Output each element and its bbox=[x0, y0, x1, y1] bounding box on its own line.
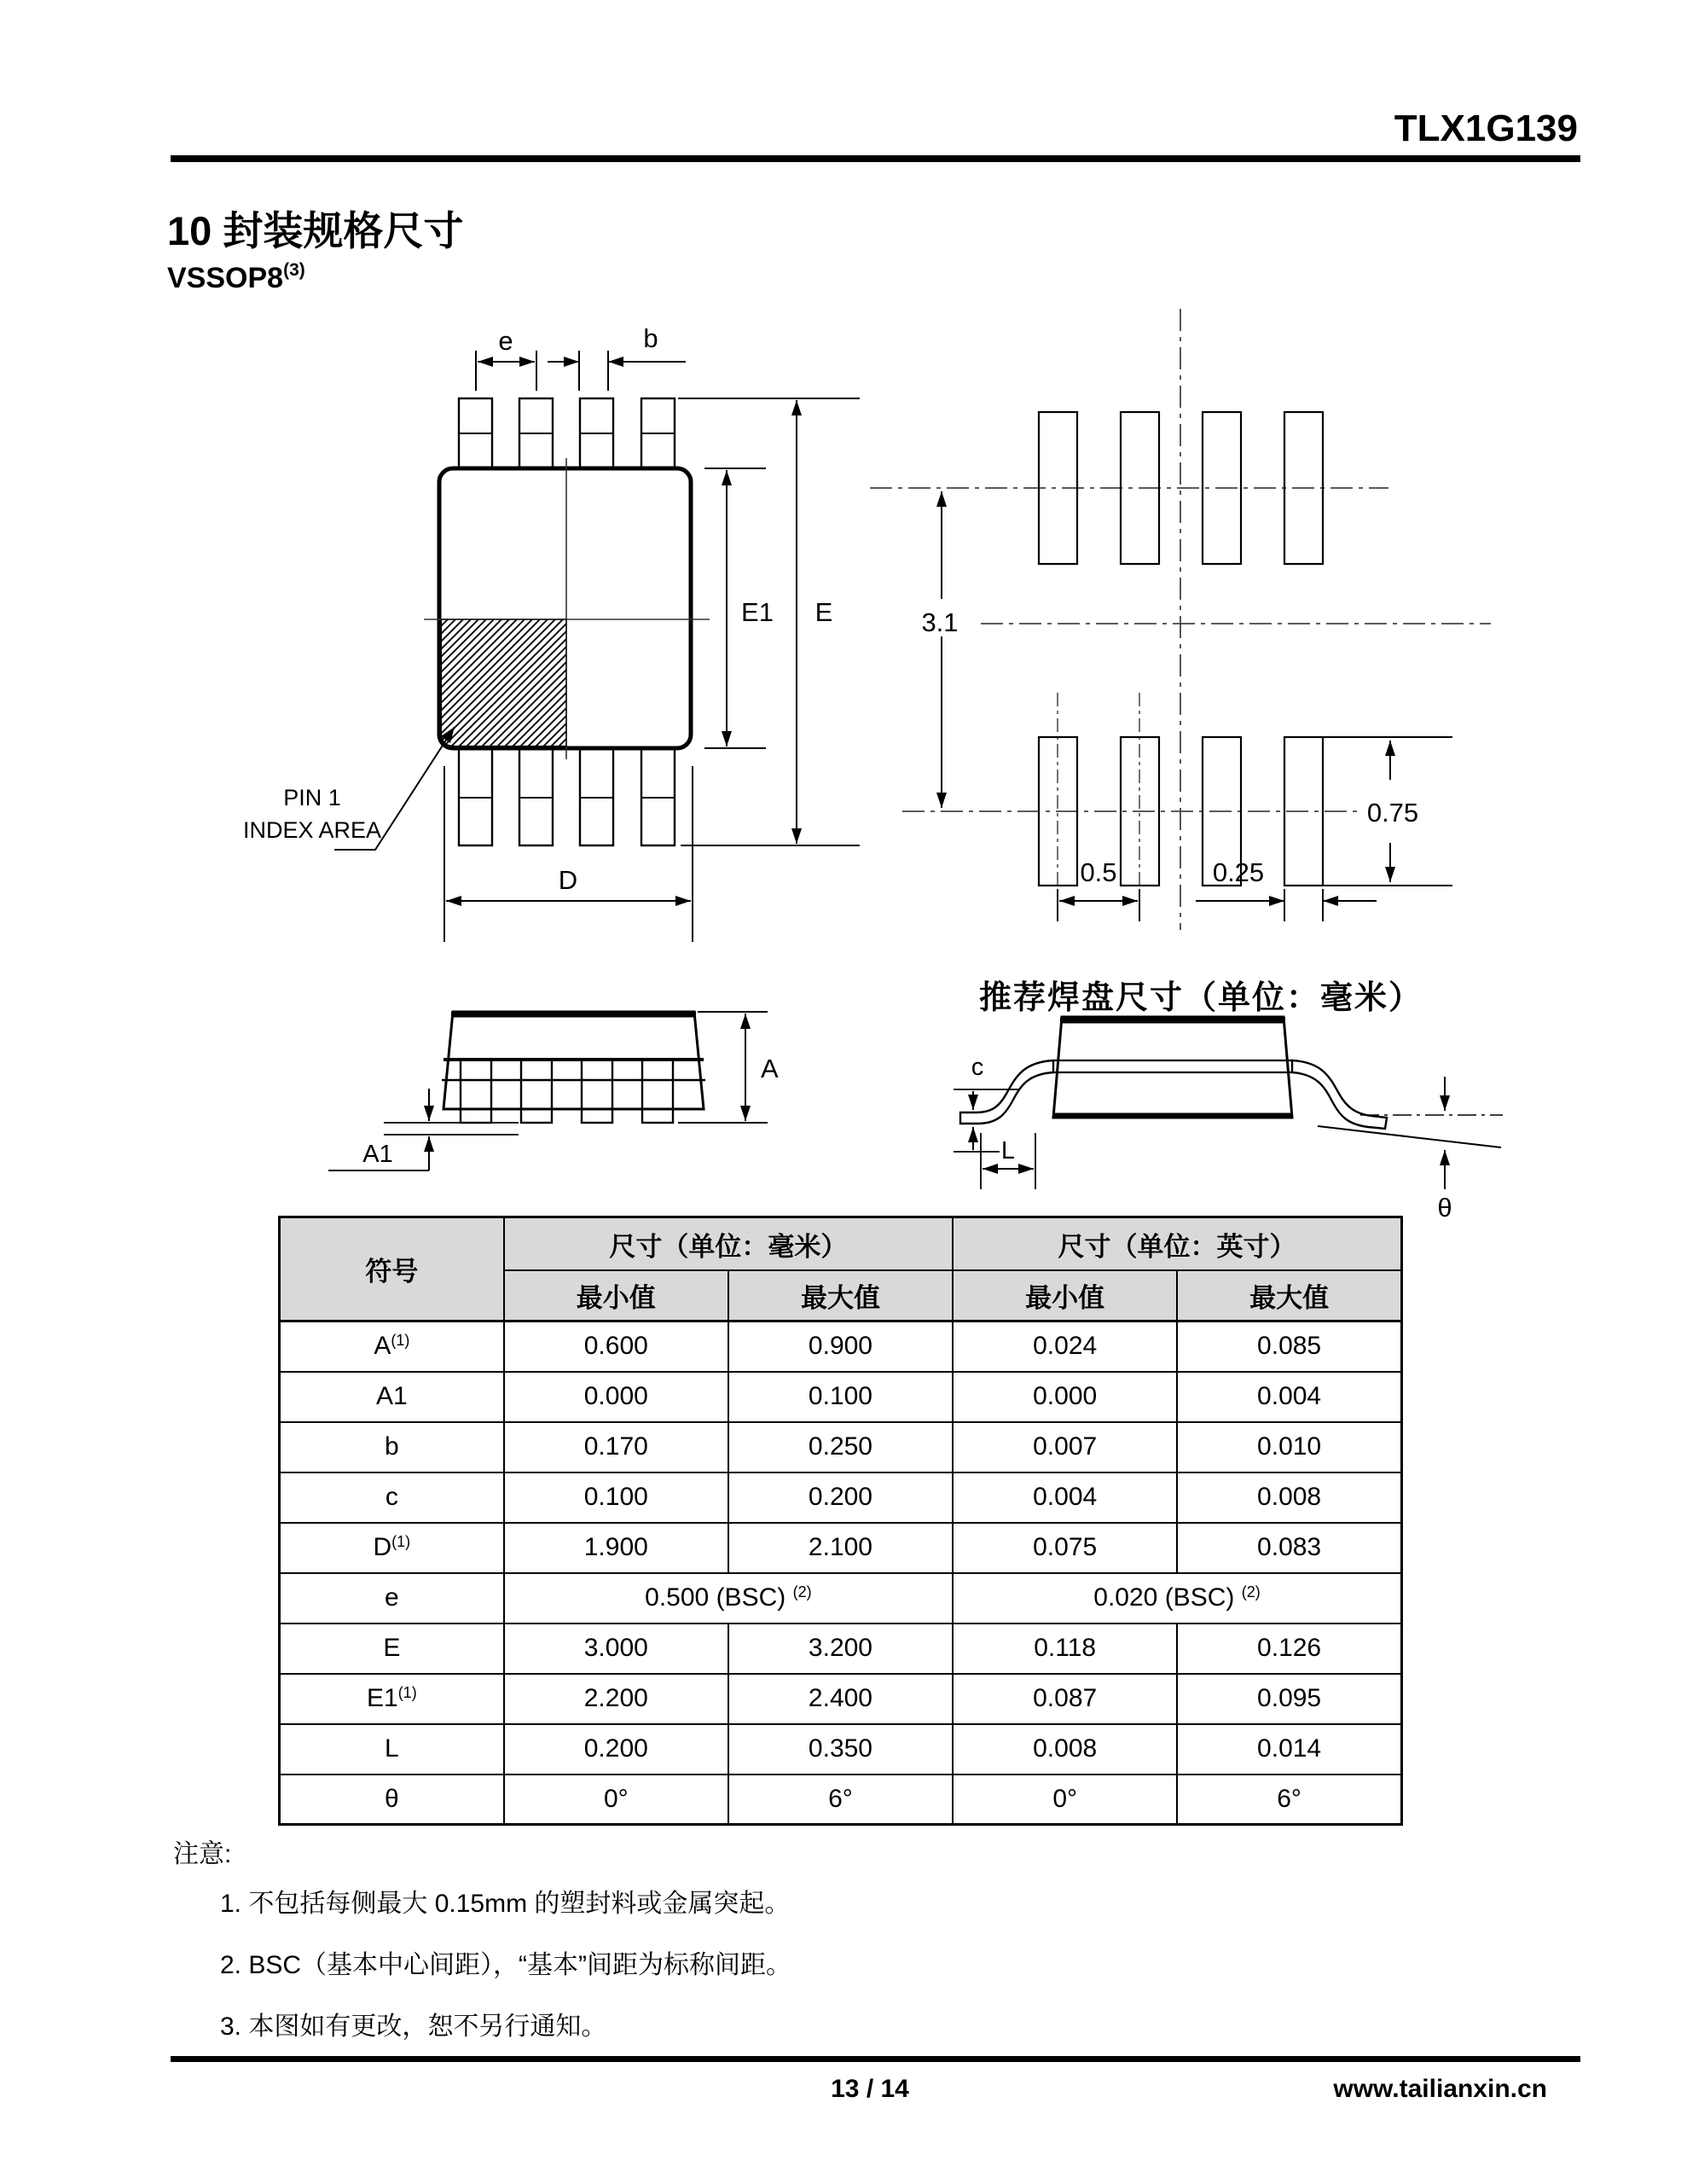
value-cell: 0.200 bbox=[504, 1724, 728, 1774]
package-side-views-drawing bbox=[307, 998, 1527, 1228]
symbol-cell: c bbox=[385, 1483, 398, 1511]
dim-pad-height-label: 0.75 bbox=[1366, 798, 1419, 828]
symbol-cell: b bbox=[385, 1432, 399, 1461]
value-cell: 0.900 bbox=[728, 1321, 953, 1372]
value-cell: 0.085 bbox=[1177, 1321, 1401, 1372]
package-name: VSSOP8 bbox=[167, 262, 284, 294]
value-cell: 0.075 bbox=[953, 1523, 1177, 1573]
symbol-cell: L bbox=[385, 1734, 399, 1763]
value-cell: 0.170 bbox=[504, 1422, 728, 1472]
dim-pad-pitch bbox=[1058, 889, 1139, 921]
value-cell: 0.004 bbox=[1177, 1372, 1401, 1422]
dim-theta bbox=[1318, 1077, 1503, 1189]
value-cell: 0.200 bbox=[728, 1472, 953, 1523]
notes-title: 注意: bbox=[173, 1840, 232, 1868]
value-cell: 0° bbox=[504, 1774, 728, 1825]
value-cell-span: 0.500 (BSC) bbox=[645, 1583, 786, 1612]
package-top-view-drawing bbox=[239, 324, 870, 956]
dim-e bbox=[476, 351, 536, 391]
value-cell: 0.600 bbox=[504, 1321, 728, 1372]
symbol-cell: A bbox=[374, 1332, 391, 1361]
symbol-sup: (1) bbox=[391, 1332, 410, 1350]
col-header-mm: 尺寸（单位：毫米） bbox=[504, 1217, 953, 1271]
pin1-label-line2: INDEX AREA bbox=[242, 817, 382, 843]
table-row bbox=[280, 1724, 1402, 1774]
dim-b bbox=[548, 351, 686, 391]
note-item: 2. BSC（基本中心间距），“基本”间距为标称间距。 bbox=[220, 1951, 792, 1979]
symbol-cell: D bbox=[373, 1533, 392, 1561]
symbol-sup: (1) bbox=[391, 1533, 411, 1550]
side-view-body bbox=[1053, 1017, 1292, 1118]
symbol-cell: θ bbox=[385, 1784, 399, 1813]
value-cell: 0.250 bbox=[728, 1422, 953, 1472]
value-cell: 0.000 bbox=[953, 1372, 1177, 1422]
part-number: TLX1G139 bbox=[1394, 107, 1578, 149]
side-view bbox=[954, 1017, 1503, 1189]
land-pattern-caption: 推荐焊盘尺寸（单位：毫米） bbox=[978, 980, 1423, 1016]
value-cell: 0.126 bbox=[1177, 1623, 1401, 1674]
value-cell: 0.100 bbox=[504, 1472, 728, 1523]
dim-E1-label: E1 bbox=[741, 597, 774, 627]
dim-row-pitch-label: 3.1 bbox=[921, 607, 959, 637]
symbol-cell: E bbox=[383, 1634, 401, 1662]
value-cell: 0.014 bbox=[1177, 1724, 1401, 1774]
dim-c-label: c bbox=[971, 1054, 984, 1081]
value-cell: 0.007 bbox=[953, 1422, 1177, 1472]
dim-theta-label: θ bbox=[1437, 1193, 1452, 1223]
col-header-symbol: 符号 bbox=[280, 1217, 504, 1321]
table-row bbox=[280, 1674, 1402, 1724]
land-pattern-drawing bbox=[853, 299, 1527, 930]
symbol-sup: (1) bbox=[397, 1684, 417, 1701]
value-cell: 6° bbox=[1177, 1774, 1401, 1825]
col-header-inch: 尺寸（单位：英寸） bbox=[953, 1217, 1401, 1271]
dim-pad-width-label: 0.25 bbox=[1212, 857, 1265, 887]
value-cell: 0.008 bbox=[1177, 1472, 1401, 1523]
value-cell: 0.083 bbox=[1177, 1523, 1401, 1573]
value-cell: 0.010 bbox=[1177, 1422, 1401, 1472]
table-row bbox=[280, 1523, 1402, 1573]
value-cell: 1.900 bbox=[504, 1523, 728, 1573]
side-view-right-lead bbox=[1292, 1060, 1387, 1129]
col-header-mm-max: 最大值 bbox=[728, 1270, 953, 1321]
value-cell: 0.000 bbox=[504, 1372, 728, 1422]
table-header-row-units bbox=[280, 1217, 1402, 1271]
col-header-mm-min: 最小值 bbox=[504, 1270, 728, 1321]
value-cell: 0.350 bbox=[728, 1724, 953, 1774]
dim-b-label: b bbox=[643, 324, 658, 353]
front-view-leads bbox=[461, 1060, 673, 1123]
value-cell: 0.095 bbox=[1177, 1674, 1401, 1724]
dim-E-label: E bbox=[815, 597, 833, 627]
footer-rule bbox=[171, 2056, 1580, 2062]
value-cell: 0.024 bbox=[953, 1321, 1177, 1372]
table-row bbox=[280, 1472, 1402, 1523]
value-cell: 0.100 bbox=[728, 1372, 953, 1422]
table-row bbox=[280, 1422, 1402, 1472]
value-sup: (2) bbox=[1241, 1583, 1261, 1600]
table-row bbox=[280, 1372, 1402, 1422]
dim-D-label: D bbox=[558, 865, 578, 895]
pin1-label-line1: PIN 1 bbox=[283, 785, 341, 810]
page-number: 13 / 14 bbox=[831, 2075, 909, 2103]
value-cell: 0.008 bbox=[953, 1724, 1177, 1774]
table-row-e bbox=[280, 1573, 1402, 1623]
value-cell: 2.100 bbox=[728, 1523, 953, 1573]
value-cell: 2.400 bbox=[728, 1674, 953, 1724]
pin1-index-hatch bbox=[442, 619, 567, 746]
website-url: www.tailianxin.cn bbox=[1333, 2075, 1547, 2103]
value-cell-span: 0.020 (BSC) bbox=[1093, 1583, 1235, 1612]
value-cell: 6° bbox=[728, 1774, 953, 1825]
symbol-cell: e bbox=[385, 1583, 399, 1612]
table-row bbox=[280, 1774, 1402, 1825]
note-item: 1. 不包括每侧最大 0.15mm 的塑封料或金属突起。 bbox=[220, 1890, 791, 1918]
dim-e-label: e bbox=[498, 326, 513, 356]
value-cell: 0.087 bbox=[953, 1674, 1177, 1724]
col-header-in-max: 最大值 bbox=[1177, 1270, 1401, 1321]
front-view bbox=[328, 1012, 768, 1170]
dimensions-table bbox=[278, 1216, 1403, 1826]
dim-L-label: L bbox=[1000, 1137, 1016, 1165]
package-subtitle bbox=[167, 260, 305, 295]
package-footnote-ref: (3) bbox=[283, 260, 305, 280]
value-cell: 2.200 bbox=[504, 1674, 728, 1724]
dim-pad-width bbox=[1196, 889, 1377, 921]
dim-A-label: A bbox=[761, 1054, 779, 1083]
dim-pad-pitch-label: 0.5 bbox=[1080, 857, 1117, 887]
symbol-cell: A1 bbox=[375, 1382, 408, 1410]
value-sup: (2) bbox=[792, 1583, 812, 1600]
symbol-cell: E1 bbox=[366, 1684, 398, 1712]
dim-A1-label: A1 bbox=[362, 1141, 393, 1168]
value-cell: 0.118 bbox=[953, 1623, 1177, 1674]
table-row bbox=[280, 1623, 1402, 1674]
dim-A bbox=[678, 1012, 768, 1123]
section-title: 10 封装规格尺寸 bbox=[167, 208, 464, 253]
value-cell: 0° bbox=[953, 1774, 1177, 1825]
value-cell: 3.200 bbox=[728, 1623, 953, 1674]
note-item: 3. 本图如有更改，恕不另行通知。 bbox=[220, 2013, 607, 2041]
col-header-in-min: 最小值 bbox=[953, 1270, 1177, 1321]
table-row bbox=[280, 1321, 1402, 1372]
value-cell: 3.000 bbox=[504, 1623, 728, 1674]
value-cell: 0.004 bbox=[953, 1472, 1177, 1523]
header-rule bbox=[171, 155, 1580, 162]
